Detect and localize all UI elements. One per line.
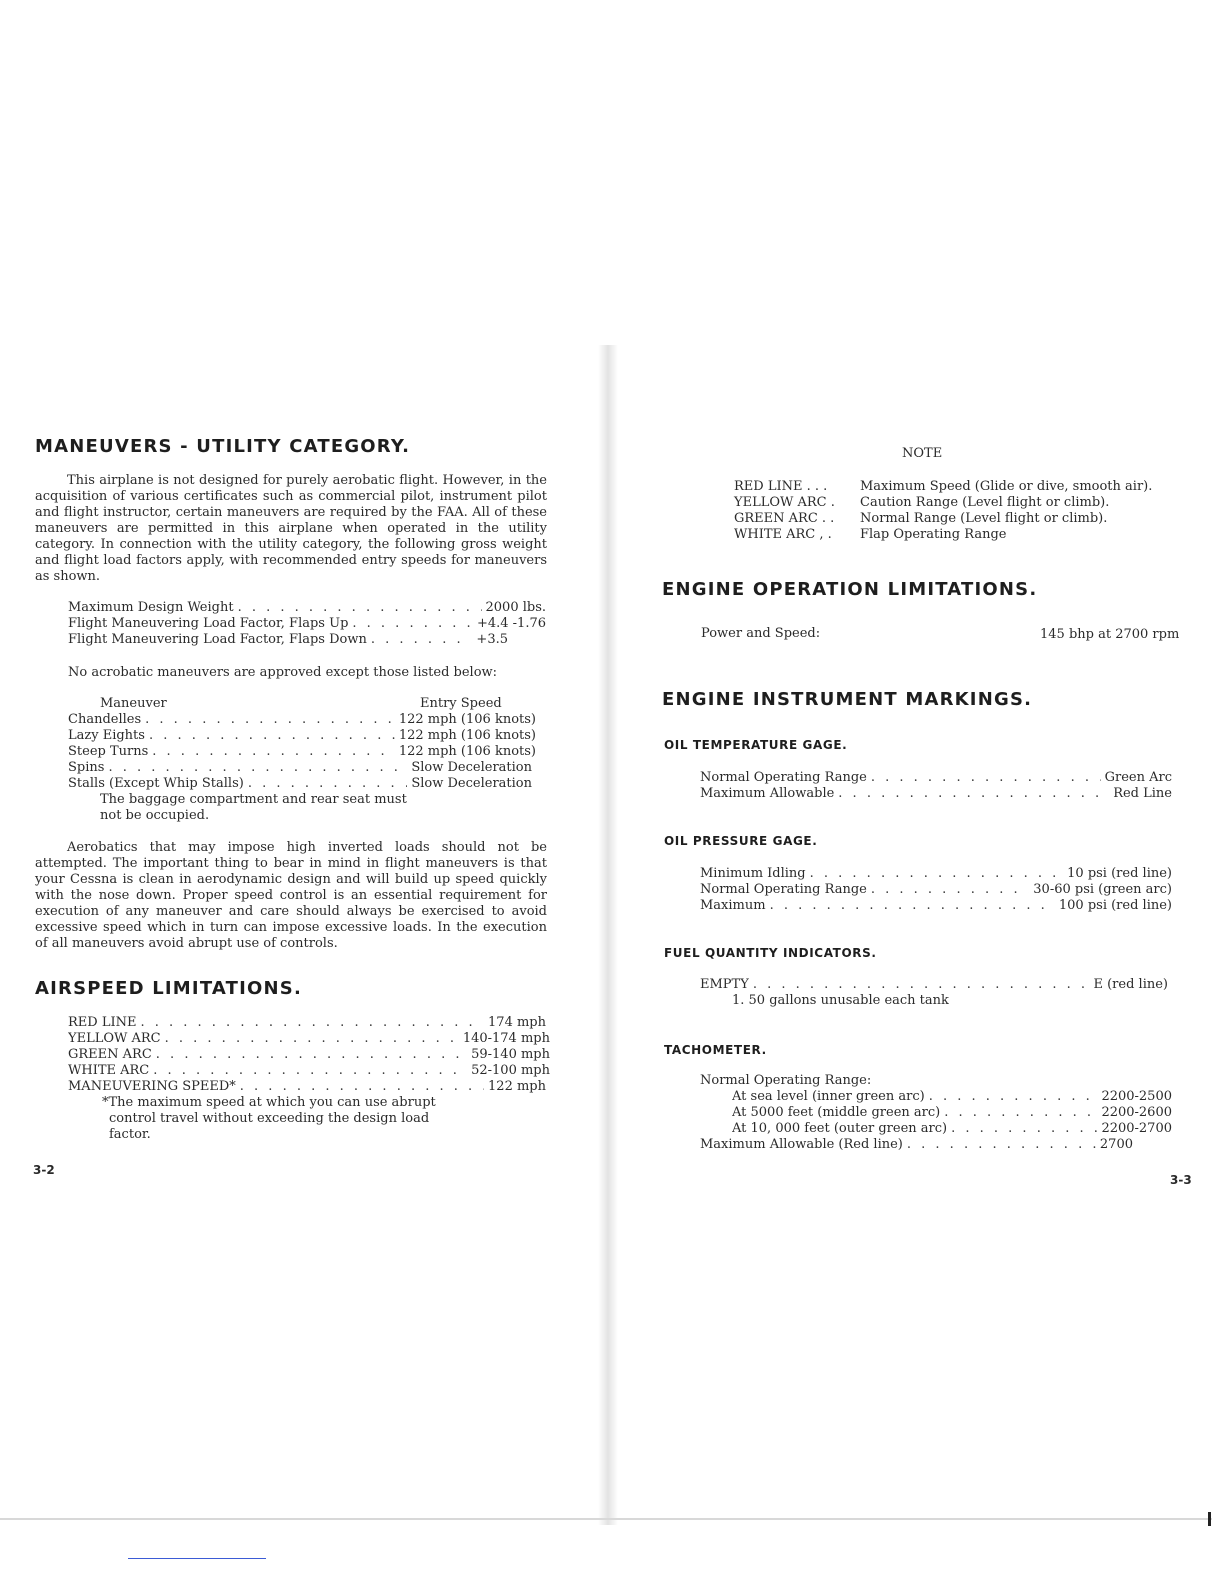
oil-temperature-heading: OIL TEMPERATURE GAGE. — [664, 738, 848, 752]
right-edge-mark — [1208, 1512, 1211, 1526]
oil-pressure-row: Maximum . . . 100 psi (red line) — [700, 898, 1172, 914]
airspeed-row: MANEUVERING SPEED* . . . 122 mph — [68, 1079, 546, 1095]
maneuver-row: Spins . . . Slow Deceleration — [68, 760, 532, 776]
fuel-quantity-heading: FUEL QUANTITY INDICATORS. — [664, 946, 877, 960]
tach-row: At 5000 feet (middle green arc) . . . 2200-2600 — [732, 1105, 1172, 1121]
airspeed-row: YELLOW ARC . . . 140-174 mph — [68, 1031, 550, 1047]
aerobatics-paragraph: Aerobatics that may impose high inverted loads should not be attempted. The important thing to bear in mind in flight maneuvers is that your Cessna is clean in aerodynamic design and will build up speed quickly with the nose down. Proper speed control is an essential requirement for execution of any maneuver and care should always be exercised to avoid excessive speed which in turn can impose excessive loads. In the execution of all maneuvers avoid abrupt use of controls. — [35, 840, 547, 951]
baggage-note: The baggage compartment and rear seat must — [100, 792, 407, 807]
entry-speed-column-header: Entry Speed — [420, 696, 502, 711]
airspeed-row: GREEN ARC . . . 59-140 mph — [68, 1047, 550, 1063]
page-bottom-edge — [0, 1518, 1212, 1520]
maneuvering-speed-footnote: control travel without exceeding the design load — [109, 1111, 430, 1126]
maneuvers-intro: This airplane is not designed for purely aerobatic flight. However, in the acquisition of various certificates such as commercial pilot, instrument pilot and flight instructor, certain maneuvers are required by the FAA. All of these maneuvers are permitted in this airplane when operated in the utility category. In connection with the utility category, the following gross weight and flight load factors apply, with recommended entry speeds for maneuvers as shown. — [35, 473, 547, 584]
tach-max-row: Maximum Allowable (Red line) . . . 2700 — [700, 1137, 1133, 1153]
page-number-left: 3-2 — [33, 1163, 55, 1177]
limit-row: Flight Maneuvering Load Factor, Flaps Up . . . +4.4 -1.76 — [68, 616, 546, 632]
baggage-note: not be occupied. — [100, 808, 210, 823]
note-label: RED LINE . . . — [734, 479, 828, 494]
note-desc: Normal Range (Level flight or climb). — [860, 511, 1108, 526]
oil-pressure-row: Minimum Idling . . . 10 psi (red line) — [700, 866, 1172, 882]
oil-pressure-row: Normal Operating Range . . . 30-60 psi (green arc) — [700, 882, 1172, 898]
instrument-markings-heading: ENGINE INSTRUMENT MARKINGS. — [662, 689, 1033, 710]
maneuver-row: Steep Turns . . . 122 mph (106 knots) — [68, 744, 536, 760]
maneuver-row: Stalls (Except Whip Stalls) . . . Slow Deceleration — [68, 776, 532, 792]
power-speed-value: 145 bhp at 2700 rpm — [1040, 627, 1180, 642]
note-desc: Flap Operating Range — [860, 527, 1007, 542]
limit-row: Flight Maneuvering Load Factor, Flaps Down . . . +3.5 — [68, 632, 508, 648]
note-desc: Caution Range (Level flight or climb). — [860, 495, 1110, 510]
oil-pressure-heading: OIL PRESSURE GAGE. — [664, 834, 818, 848]
airspeed-heading: AIRSPEED LIMITATIONS. — [35, 978, 302, 999]
note-label: WHITE ARC , . — [734, 527, 832, 542]
tach-row: At 10, 000 feet (outer green arc) . . . 2200-2700 — [732, 1121, 1172, 1137]
maneuvering-speed-footnote: factor. — [109, 1127, 151, 1142]
oil-temp-row: Maximum Allowable . . . Red Line — [700, 786, 1172, 802]
tach-row: At sea level (inner green arc) . . . 2200-2500 — [732, 1089, 1172, 1105]
note-label: YELLOW ARC . — [734, 495, 835, 510]
note-label: GREEN ARC . . — [734, 511, 835, 526]
fuel-unusable-note: 1. 50 gallons unusable each tank — [732, 993, 949, 1008]
note-desc: Maximum Speed (Glide or dive, smooth air). — [860, 479, 1153, 494]
maneuver-row: Lazy Eights . . . 122 mph (106 knots) — [68, 728, 536, 744]
airspeed-row: RED LINE . . . 174 mph — [68, 1015, 546, 1031]
tach-normal-label: Normal Operating Range: — [700, 1073, 872, 1088]
oil-temp-row: Normal Operating Range . . . Green Arc — [700, 770, 1172, 786]
fuel-empty-row: EMPTY . . . E (red line) — [700, 977, 1168, 993]
maneuver-column-header: Maneuver — [100, 696, 167, 711]
power-speed-label: Power and Speed: — [701, 626, 821, 641]
page-fold — [598, 345, 618, 1525]
maneuver-row: Chandelles . . . 122 mph (106 knots) — [68, 712, 536, 728]
airspeed-row: WHITE ARC . . . 52-100 mph — [68, 1063, 550, 1079]
maneuvering-speed-footnote: *The maximum speed at which you can use abrupt — [102, 1095, 436, 1110]
engine-operation-heading: ENGINE OPERATION LIMITATIONS. — [662, 579, 1038, 600]
no-acrobatic-text: No acrobatic maneuvers are approved except those listed below: — [68, 665, 498, 680]
maneuvers-heading: MANEUVERS - UTILITY CATEGORY. — [35, 436, 411, 457]
page-number-right: 3-3 — [1170, 1173, 1192, 1187]
bottom-link-line — [128, 1558, 266, 1559]
note-title: NOTE — [902, 446, 943, 461]
tachometer-heading: TACHOMETER. — [664, 1043, 767, 1057]
limit-row: Maximum Design Weight . . . 2000 lbs. — [68, 600, 546, 616]
